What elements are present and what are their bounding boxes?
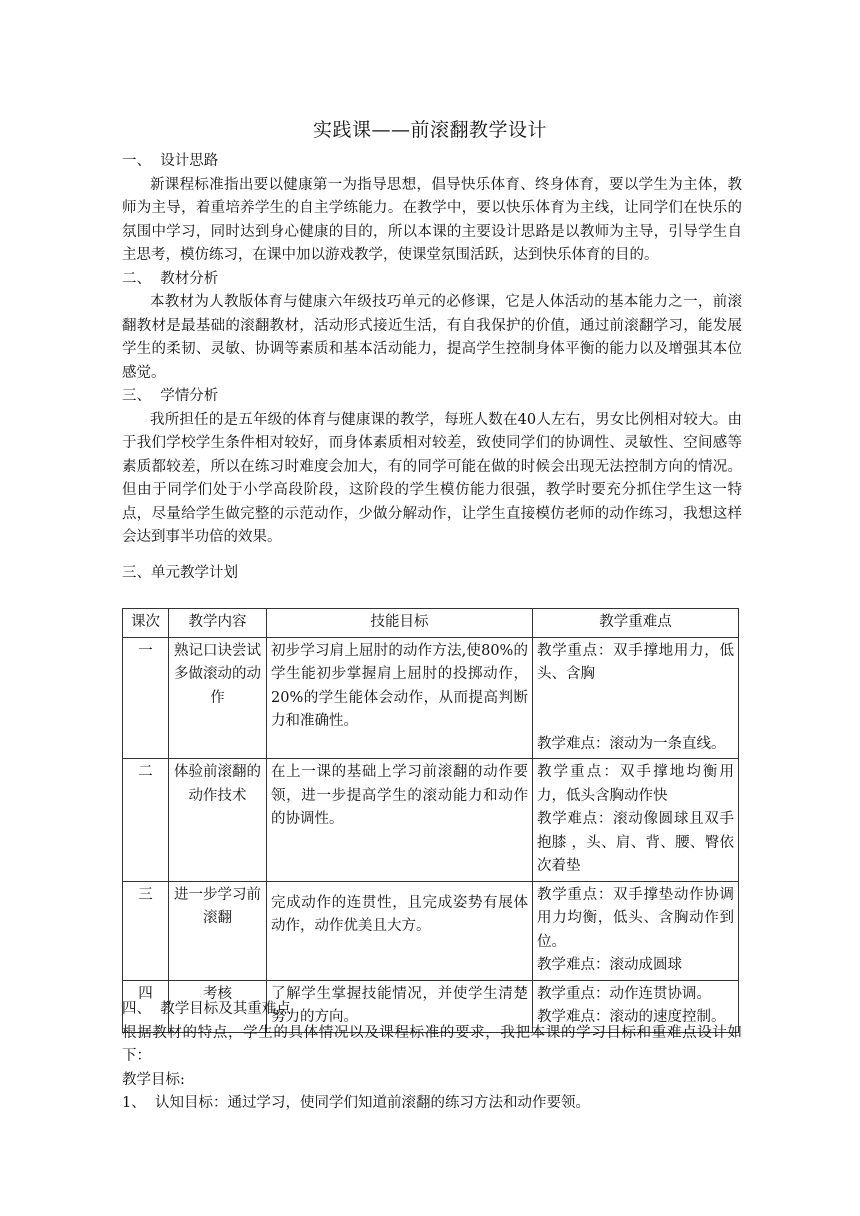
- key-point-text: 教学重点：双手撑地用力，低头、含胸: [537, 642, 734, 682]
- table-row: [123, 759, 739, 882]
- cell-skill: 在上一课的基础上学习前滚翻的动作要领，进一步提高学生的滚动能力和动作的协调性。: [267, 759, 533, 882]
- section-body-design: 新课程标准指出要以健康第一为指导思想，倡导快乐体育、终身体育，要以学生为主体，教师为主导，着重培养学生的自主学练能力。在教学中，要以快乐体育为主线，让同学们在快乐的氛围中学习，同时达到身心健康的目的，所以本课的主要设计思路是以教师为主导，引导学生自主思考，模仿练习，在课中加以游戏教学，使课堂氛围活跃，达到快乐体育的目的。: [122, 176, 742, 263]
- key-point-text: 教学重点：双手撑地均衡用力，低头含胸动作快: [537, 764, 734, 804]
- cell-content: 体验前滚翻的动作技术: [169, 759, 267, 882]
- cell-lesson-no: 一: [123, 637, 169, 759]
- section-body-material: 本教材为人教版体育与健康六年级技巧单元的必修课，它是人体活动的基本能力之一，前滚翻教材是最基础的滚翻教材，活动形式接近生活，有自我保护的价值，通过前滚翻学习，能发展学生的柔韧、灵敏、协调等素质和基本活动能力，提高学生控制身体平衡的能力以及增强其本位感觉。: [122, 294, 742, 381]
- document-body: [122, 150, 742, 585]
- cell-key-points: [533, 759, 739, 882]
- cell-content: 考核: [169, 980, 267, 1032]
- cell-content: 进一步学习前滚翻: [169, 881, 267, 980]
- table-row: [123, 637, 739, 759]
- goals-label: 教学目标:: [122, 1071, 185, 1088]
- page-title: 实践课——前滚翻教学设计: [312, 119, 547, 141]
- section-heading-unit-plan: 三、单元教学计划: [122, 564, 238, 581]
- cell-key-points: [533, 881, 739, 980]
- key-point-text: 教学重点：双手撑垫动作协调用力均衡，低头、含胸动作到位。: [537, 886, 734, 950]
- section-heading-goals: 四、 教学目标及其重难点: [122, 1001, 291, 1017]
- goal-item-cognitive: 1、 认知目标：通过学习，使同学们知道前滚翻的练习方法和动作要领。: [122, 1095, 590, 1111]
- header-content: 教学内容: [169, 609, 267, 638]
- cell-lesson-no: 四: [123, 980, 169, 1032]
- difficulty-text: 教学难点：滚动像圆球且双手抱膝 ，头、肩、背、腰、臀依次着垫: [537, 811, 734, 874]
- difficulty-text: 教学难点：滚动的速度控制。: [537, 1009, 726, 1025]
- table-row: [123, 881, 739, 980]
- cell-skill: 初步学习肩上屈肘的动作方法,使80%的学生能初步掌握肩上屈肘的投掷动作，20%的学生能体会动作，从而提高判断力和准确性。: [267, 637, 533, 759]
- header-key-points: 教学重难点: [533, 609, 739, 638]
- cell-lesson-no: 三: [123, 881, 169, 980]
- header-skill-goal: 技能目标: [267, 609, 533, 638]
- header-lesson: 课次: [123, 609, 169, 638]
- key-point-text: 教学重点：动作连贯协调。: [537, 985, 711, 1002]
- cell-key-points: [533, 637, 739, 759]
- section-heading-material: 二、 教材分析: [122, 270, 219, 287]
- difficulty-text: 教学难点：滚动为一条直线。: [537, 735, 726, 752]
- cell-skill: 了解学生掌握技能情况，并使学生清楚努力的方向。: [267, 980, 533, 1032]
- cell-content: 熟记口诀尝试多做滚动的动作: [169, 637, 267, 759]
- section-heading-design: 一、 设计思路: [122, 153, 219, 169]
- section-heading-students: 三、 学情分析: [122, 388, 219, 404]
- table-header-row: [123, 609, 739, 638]
- section-goals: [122, 998, 742, 1116]
- cell-lesson-no: 二: [123, 759, 169, 882]
- difficulty-text: 教学难点：滚动成圆球: [537, 957, 682, 973]
- section-body-students: 我所担任的是五年级的体育与健康课的教学，每班人数在40人左右，男女比例相对较大。由于我们学校学生条件相对较好，而身体素质相对较差，致使同学们的协调性、灵敏性、空间感等素质都较差，所以在练习时难度会加大，有的同学可能在做的时候会出现无法控制方向的情况。但由于同学们处于小学高段阶段，这阶段的学生模仿能力很强，教学时要充分抓住学生这一特点，尽量给学生做完整的示范动作，少做分解动作，让学生直接模仿老师的动作练习，我想这样会达到事半功倍的效果。: [122, 411, 742, 545]
- cell-skill: 完成动作的连贯性，且完成姿势有展体动作，动作优美且大方。: [267, 881, 533, 980]
- unit-plan-table: [122, 608, 739, 1033]
- goals-intro: 根据教材的特点，学生的具体情况以及课程标准的要求，我把本课的学习目标和重难点设计如下：: [122, 1024, 742, 1064]
